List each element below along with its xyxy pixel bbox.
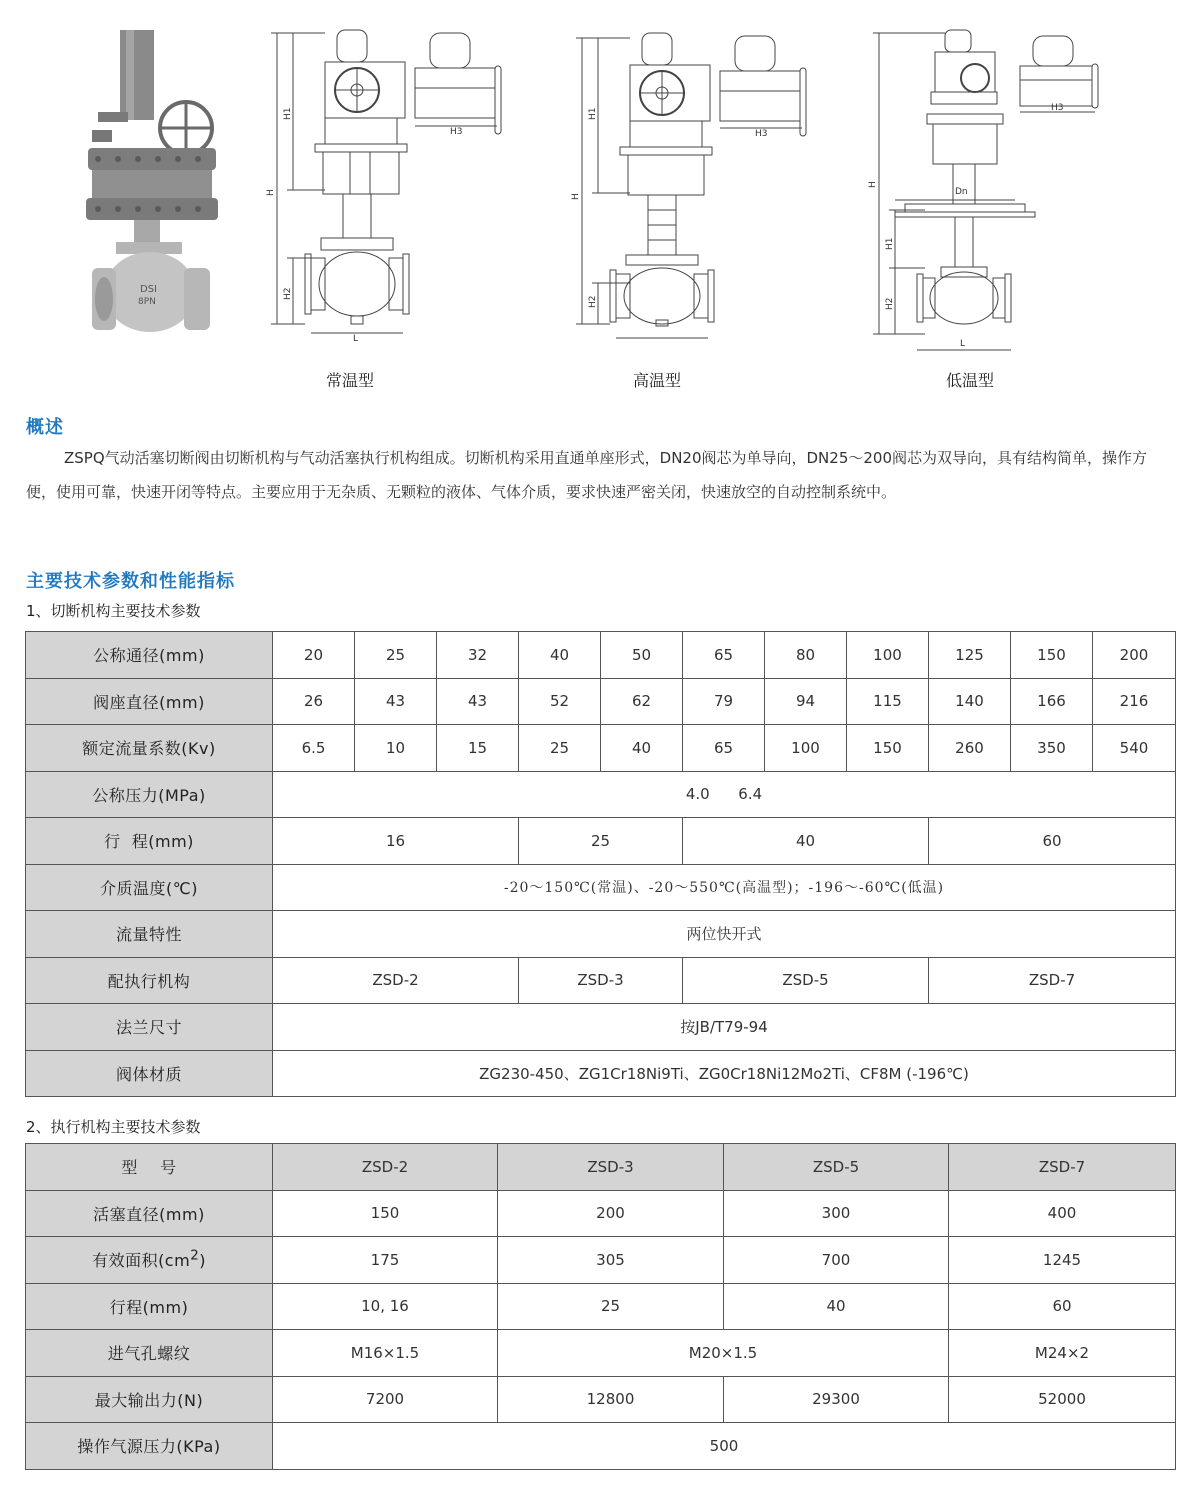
row-label: 行 程(mm) [26, 818, 273, 865]
row-label: 型 号 [26, 1144, 273, 1191]
caption-normal-temp: 常温型 [325, 371, 374, 390]
table-cell: 305 [498, 1237, 724, 1284]
section2-title: 2、执行机构主要技术参数 [26, 1118, 201, 1136]
table-cell: 115 [847, 678, 929, 725]
svg-text:H3: H3 [755, 129, 768, 139]
normal-temp-drawing [265, 28, 520, 348]
table-cell: 166 [1011, 678, 1093, 725]
row-label: 法兰尺寸 [26, 1004, 273, 1051]
table-cell: 52000 [949, 1376, 1176, 1423]
overview-text: ZSPQ气动活塞切断阀由切断机构与气动活塞执行机构组成。切断机构采用直通单座形式，DN20阀芯为单导向，DN25～200阀芯为双导向，具有结构简单，操作方便，使用可靠，快速开闭等特点。主要应用于无杂质、无颗粒的液体、气体介质，要求快速严密关闭，快速放空的自动控制系统中。 [26, 449, 1148, 501]
svg-text:8PN: 8PN [138, 297, 156, 307]
table-cell: 140 [929, 678, 1011, 725]
table-cell: 200 [1093, 632, 1176, 679]
table-cell: 79 [683, 678, 765, 725]
table-cell: ZSD-2 [273, 957, 519, 1004]
table-cell: 216 [1093, 678, 1176, 725]
table-cell: 40 [683, 818, 929, 865]
row-label: 公称压力(MPa) [26, 771, 273, 818]
row-label: 进气孔螺纹 [26, 1330, 273, 1377]
svg-text:DSI: DSI [140, 284, 157, 295]
row-label: 操作气源压力(KPa) [26, 1423, 273, 1470]
svg-text:Dn: Dn [955, 187, 968, 197]
table-row [26, 911, 1176, 958]
svg-text:H3: H3 [450, 127, 463, 137]
svg-text:H2: H2 [588, 295, 598, 308]
table-cell: M16×1.5 [273, 1330, 498, 1377]
table-cell: 4.0 6.4 [273, 771, 1176, 818]
table-cell: 700 [724, 1237, 949, 1284]
svg-text:H1: H1 [588, 107, 598, 120]
area-label-tail: ) [199, 1251, 206, 1271]
svg-text:H2: H2 [885, 297, 895, 310]
row-label: 介质温度(℃) [26, 864, 273, 911]
table-cell: 10, 16 [273, 1283, 498, 1330]
overview-paragraph [26, 441, 1176, 509]
table-row [26, 678, 1176, 725]
table-row [26, 632, 1176, 679]
table-cell: 40 [724, 1283, 949, 1330]
table-cell: 两位快开式 [273, 911, 1176, 958]
table-row [26, 1050, 1176, 1097]
svg-text:H2: H2 [283, 287, 293, 300]
table-cell: 60 [929, 818, 1176, 865]
caption-low-temp: 低温型 [945, 371, 994, 390]
table-row [26, 818, 1176, 865]
table-cell: 40 [601, 725, 683, 772]
svg-text:H3: H3 [1051, 103, 1064, 113]
table-cell: 43 [355, 678, 437, 725]
table-cell: 100 [765, 725, 847, 772]
table-row [26, 1190, 1176, 1237]
svg-text:H: H [868, 181, 878, 188]
table-cell: ZSD-5 [683, 957, 929, 1004]
row-label: 配执行机构 [26, 957, 273, 1004]
table-cell: 10 [355, 725, 437, 772]
row-label: 额定流量系数(Kv) [26, 725, 273, 772]
table-row [26, 771, 1176, 818]
table-cell: 540 [1093, 725, 1176, 772]
table-cell: 15 [437, 725, 519, 772]
table-row [26, 1144, 1176, 1191]
table-cell: 43 [437, 678, 519, 725]
table-cell: 1245 [949, 1237, 1176, 1284]
table-row [26, 1330, 1176, 1377]
table-cell: 150 [1011, 632, 1093, 679]
table-cell: M24×2 [949, 1330, 1176, 1377]
table-cell: 52 [519, 678, 601, 725]
svg-text:L: L [353, 334, 359, 344]
section1-title: 1、切断机构主要技术参数 [26, 602, 201, 620]
table-cell: 26 [273, 678, 355, 725]
actuator-table [25, 1143, 1176, 1470]
table-cell: 40 [519, 632, 601, 679]
table-cell: 350 [1011, 725, 1093, 772]
table-cell: 400 [949, 1190, 1176, 1237]
table-cell: 94 [765, 678, 847, 725]
row-label: 行程(mm) [26, 1283, 273, 1330]
table-cell: 65 [683, 632, 765, 679]
table-cell: ZSD-7 [949, 1144, 1176, 1191]
table-row [26, 1237, 1176, 1284]
table-cell: 25 [498, 1283, 724, 1330]
valve-photo [78, 30, 218, 335]
table-cell: 260 [929, 725, 1011, 772]
table-row [26, 957, 1176, 1004]
table-cell: ZSD-5 [724, 1144, 949, 1191]
table-cell: 32 [437, 632, 519, 679]
table-cell: ZSD-7 [929, 957, 1176, 1004]
table-cell: 16 [273, 818, 519, 865]
shutoff-mechanism-table [25, 631, 1176, 1097]
table-cell: 60 [949, 1283, 1176, 1330]
table-cell: ZSD-3 [498, 1144, 724, 1191]
row-label: 活塞直径(mm) [26, 1190, 273, 1237]
table-row [26, 1283, 1176, 1330]
table-cell: 25 [519, 725, 601, 772]
high-temp-drawing [570, 28, 825, 348]
table-cell: ZSD-2 [273, 1144, 498, 1191]
table-cell: 150 [847, 725, 929, 772]
table-cell: 150 [273, 1190, 498, 1237]
table-cell: 200 [498, 1190, 724, 1237]
area-label: 有效面积(cm [92, 1251, 191, 1271]
table-cell: 50 [601, 632, 683, 679]
table-cell: 6.5 [273, 725, 355, 772]
row-label: 流量特性 [26, 911, 273, 958]
row-label: 阀座直径(mm) [26, 678, 273, 725]
svg-text:H: H [266, 189, 276, 196]
table-cell: ZG230-450、ZG1Cr18Ni9Ti、ZG0Cr18Ni12Mo2Ti、CF8M (-196℃) [273, 1050, 1176, 1097]
specs-heading: 主要技术参数和性能指标 [26, 571, 235, 592]
caption-high-temp: 高温型 [632, 371, 681, 390]
table-cell: ZSD-3 [519, 957, 683, 1004]
table-row [26, 864, 1176, 911]
low-temp-drawing [865, 28, 1120, 358]
table-cell: 按JB/T79-94 [273, 1004, 1176, 1051]
svg-text:H: H [571, 193, 581, 200]
row-label [26, 1237, 273, 1284]
table-cell: 25 [355, 632, 437, 679]
row-label: 公称通径(mm) [26, 632, 273, 679]
figure-area [0, 0, 1200, 400]
svg-text:L: L [960, 339, 966, 349]
table-cell: 25 [519, 818, 683, 865]
svg-text:H1: H1 [283, 107, 293, 120]
table-cell: 62 [601, 678, 683, 725]
area-label-sup: 2 [190, 1248, 200, 1264]
table-row [26, 1376, 1176, 1423]
table-cell: 300 [724, 1190, 949, 1237]
table-cell: 29300 [724, 1376, 949, 1423]
table-cell: 12800 [498, 1376, 724, 1423]
table-cell: 80 [765, 632, 847, 679]
svg-text:H1: H1 [885, 237, 895, 250]
table-cell: 7200 [273, 1376, 498, 1423]
row-label: 阀体材质 [26, 1050, 273, 1097]
table-cell: M20×1.5 [498, 1330, 949, 1377]
table-cell: 125 [929, 632, 1011, 679]
table-cell: 100 [847, 632, 929, 679]
table-row [26, 1423, 1176, 1470]
table-cell: 175 [273, 1237, 498, 1284]
table-cell: 65 [683, 725, 765, 772]
table-cell: 500 [273, 1423, 1176, 1470]
table-row [26, 1004, 1176, 1051]
table-cell: -20～150℃(常温)、-20～550℃(高温型)；-196～-60℃(低温) [273, 864, 1176, 911]
table-row [26, 725, 1176, 772]
table-cell: 20 [273, 632, 355, 679]
overview-heading: 概述 [26, 417, 64, 438]
row-label: 最大输出力(N) [26, 1376, 273, 1423]
